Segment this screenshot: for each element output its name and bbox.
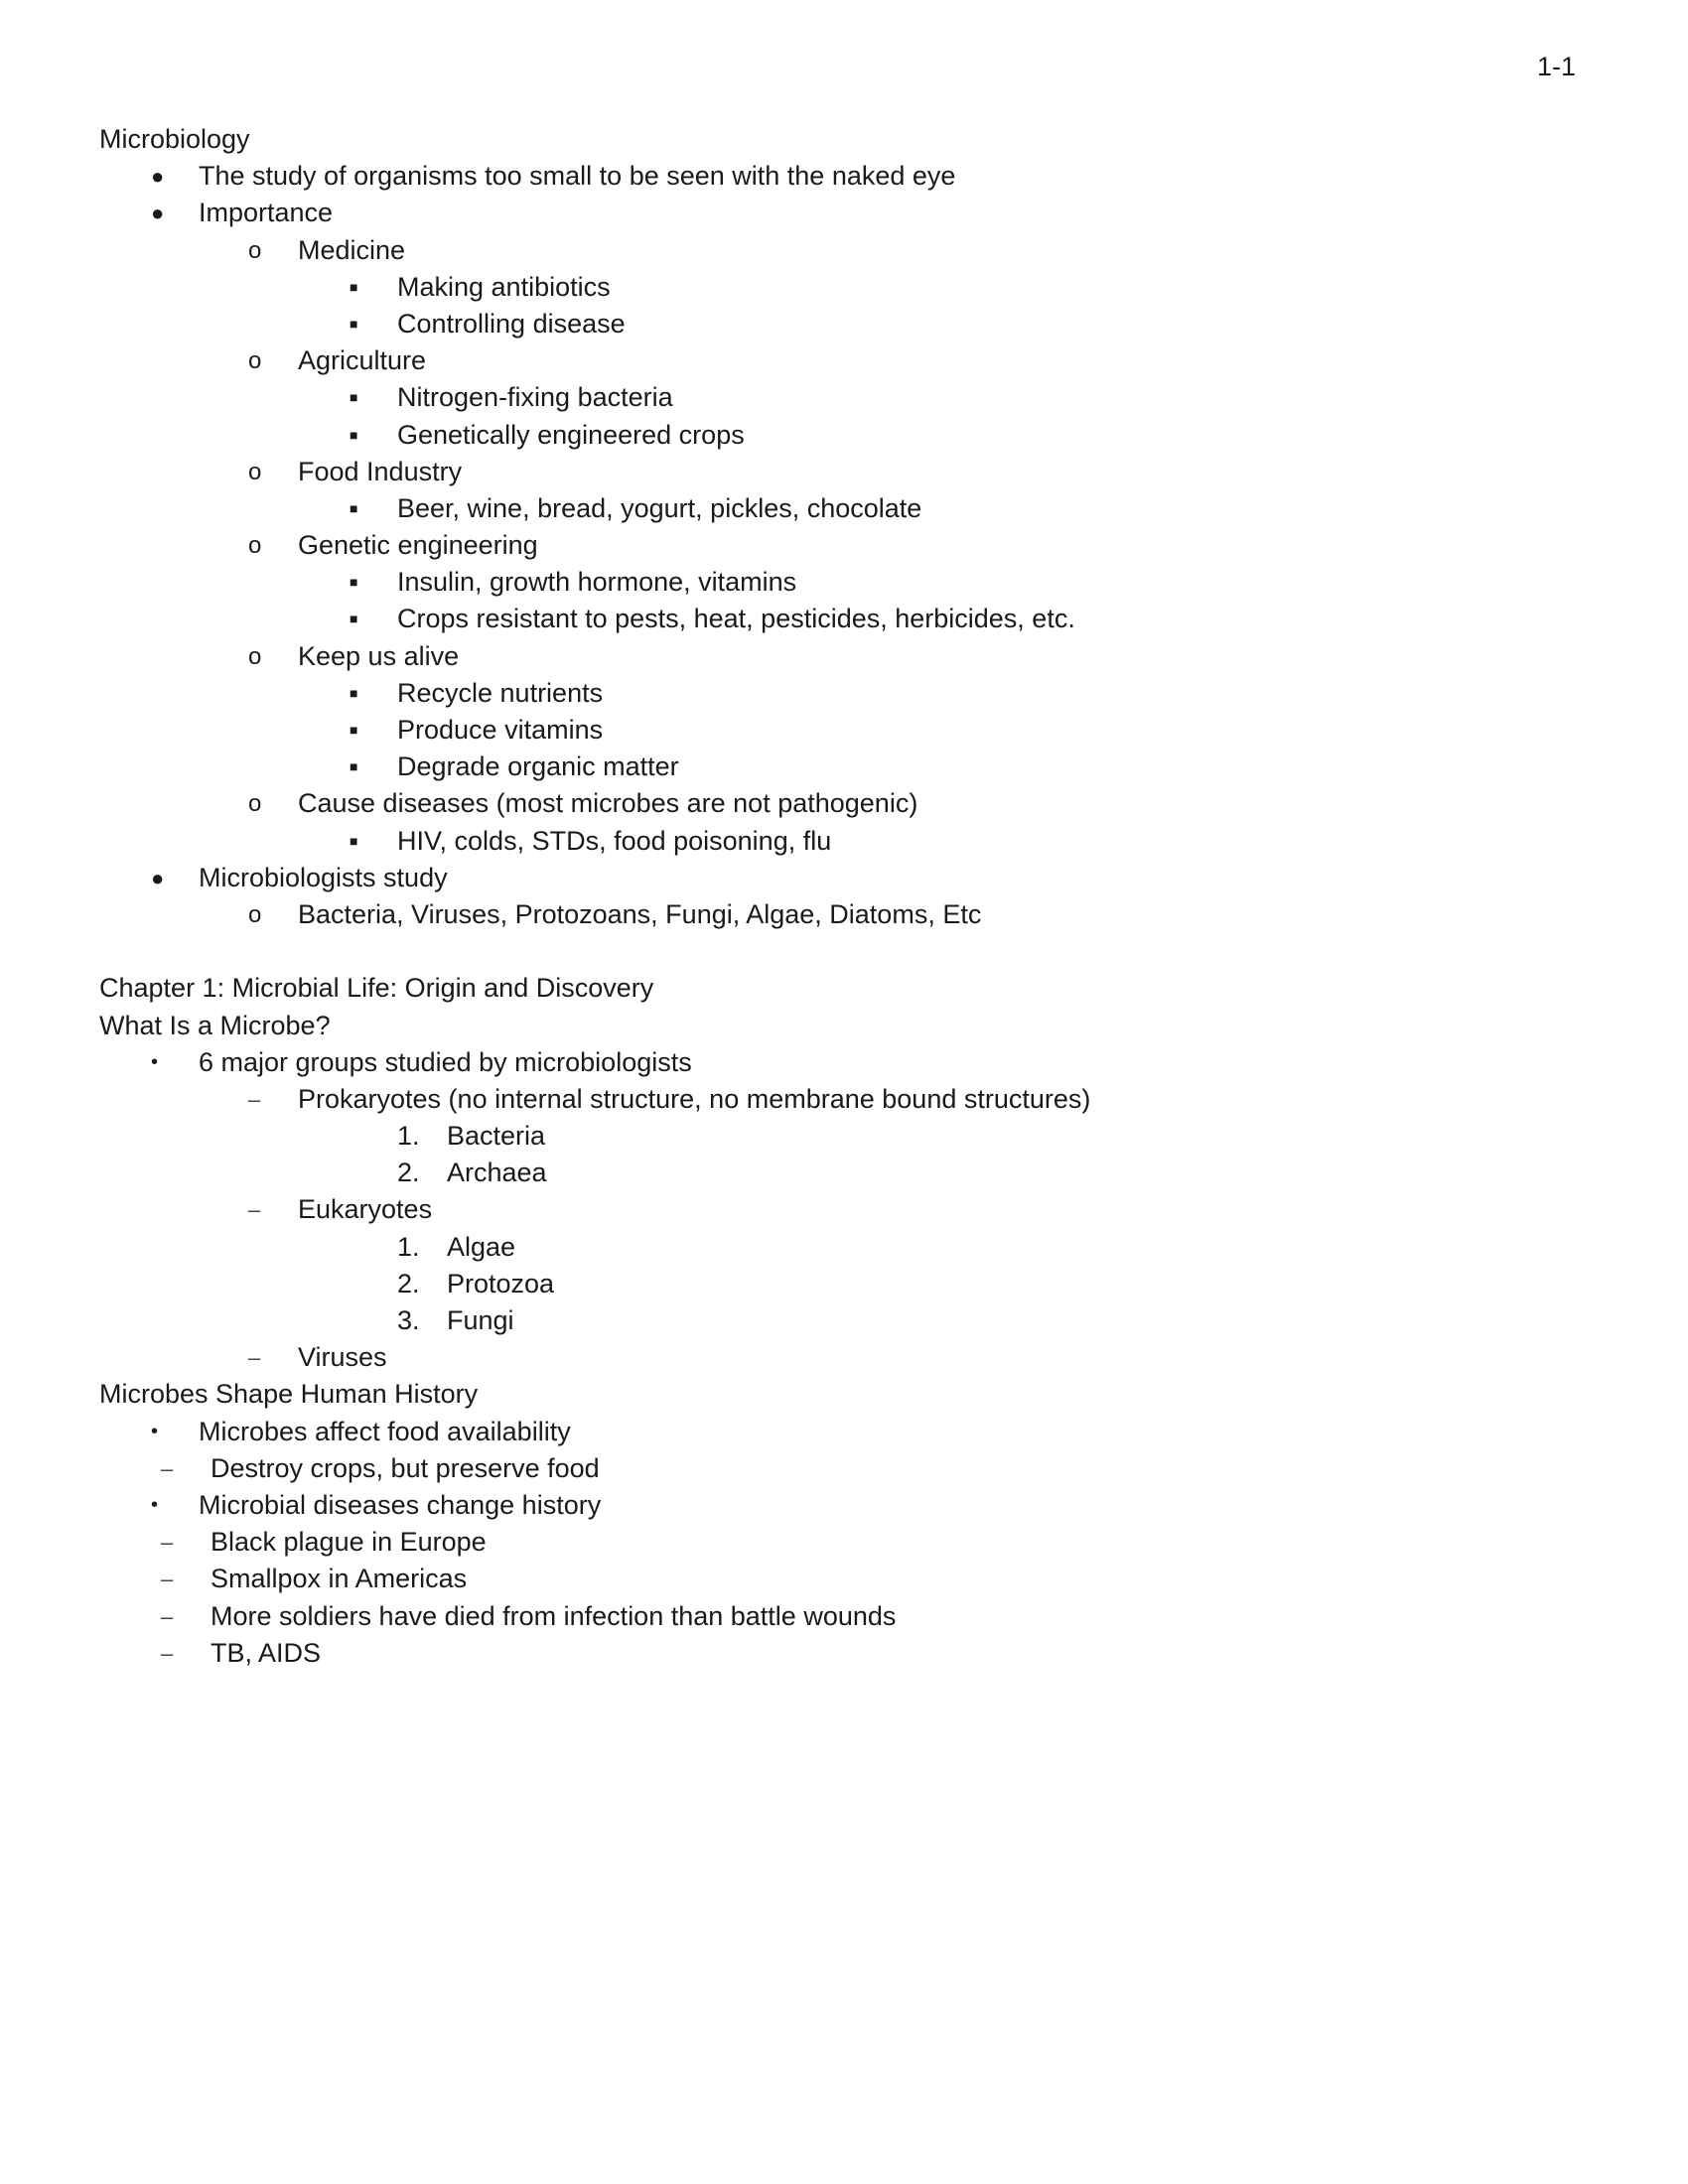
outline-text: The study of organisms too small to be seen with the naked eye (199, 161, 956, 192)
outline-text: Beer, wine, bread, yogurt, pickles, chocolate (397, 492, 922, 523)
outline-heading (99, 1376, 1589, 1413)
outline-text: Importance (199, 198, 334, 228)
list-marker: – (248, 1086, 261, 1112)
list-marker: ■ (350, 426, 358, 443)
outline-text: Nitrogen-fixing bacteria (397, 382, 673, 413)
list-marker: 2. (397, 1158, 420, 1188)
outline-text: Bacteria (447, 1121, 546, 1152)
list-marker: ■ (350, 684, 358, 701)
list-marker: ■ (350, 574, 358, 591)
outline-text: Microbes Shape Human History (99, 1379, 479, 1410)
outline-text: Insulin, growth hormone, vitamins (397, 567, 797, 598)
outline-item (99, 860, 1589, 896)
outline-item (99, 564, 1589, 601)
outline-item (99, 1266, 1589, 1302)
outline-text: Keep us alive (298, 640, 460, 671)
outline-item (99, 712, 1589, 749)
list-marker: o (248, 642, 262, 670)
outline-text: Destroy crops, but preserve food (211, 1452, 600, 1483)
outline-text: More soldiers have died from infection than battle wounds (211, 1600, 897, 1631)
list-marker: – (161, 1530, 174, 1556)
outline-text: Microbiology (99, 124, 250, 154)
outline-text: Recycle nutrients (397, 677, 604, 708)
list-marker: ■ (350, 758, 358, 775)
outline-heading (99, 970, 1589, 1007)
list-marker: – (161, 1603, 174, 1629)
page-number: 1-1 (1537, 52, 1577, 81)
outline-text: Prokaryotes (no internal structure, no membrane bound structures) (298, 1083, 1091, 1114)
outline-text: Smallpox in Americas (211, 1564, 468, 1594)
outline-text: Microbial diseases change history (199, 1489, 602, 1520)
outline-item (99, 1191, 1589, 1228)
outline-item (99, 306, 1589, 342)
outline-section (99, 970, 1589, 1672)
outline-item (99, 195, 1589, 231)
outline-item (99, 601, 1589, 637)
outline-item (99, 417, 1589, 454)
list-marker: • (151, 1493, 159, 1516)
outline-item (99, 785, 1589, 822)
outline-item (99, 896, 1589, 933)
list-marker: ■ (350, 499, 358, 516)
outline-item (99, 1414, 1589, 1450)
list-marker: 2. (397, 1268, 420, 1298)
list-marker: o (248, 236, 262, 264)
outline-item (99, 1598, 1589, 1635)
outline-text: What Is a Microbe? (99, 1010, 331, 1040)
outline-text: Archaea (447, 1158, 547, 1188)
list-marker: 3. (397, 1305, 420, 1335)
outline-item (99, 1044, 1589, 1081)
list-marker: ● (151, 865, 165, 890)
outline-item (99, 527, 1589, 564)
list-marker: o (248, 790, 262, 818)
outline-item (99, 1229, 1589, 1266)
outline-text: Chapter 1: Microbial Life: Origin and Discovery (99, 973, 654, 1004)
list-marker: o (248, 347, 262, 375)
list-marker: o (248, 532, 262, 560)
outline-text: Controlling disease (397, 308, 626, 339)
outline-heading (99, 121, 1589, 158)
outline-text: HIV, colds, STDs, food poisoning, flu (397, 825, 832, 856)
outline-item (99, 1155, 1589, 1191)
outline-item (99, 1081, 1589, 1118)
outline-text: Agriculture (298, 345, 427, 376)
outline-text: TB, AIDS (211, 1637, 322, 1668)
list-marker: – (248, 1197, 261, 1223)
section-gap (99, 933, 1589, 970)
outline-text: Black plague in Europe (211, 1527, 487, 1558)
list-marker: o (248, 458, 262, 485)
outline-item (99, 1118, 1589, 1155)
document-body (99, 121, 1589, 1672)
outline-text: Viruses (298, 1342, 387, 1373)
list-marker: – (248, 1345, 261, 1371)
list-marker: – (161, 1567, 174, 1592)
outline-section (99, 121, 1589, 933)
outline-text: Fungi (447, 1305, 514, 1335)
outline-text: Algae (447, 1231, 516, 1262)
list-marker: 1. (397, 1121, 420, 1152)
outline-text: Food Industry (298, 456, 463, 486)
list-marker: • (151, 1050, 159, 1073)
outline-text: Bacteria, Viruses, Protozoans, Fungi, Algae, Diatoms, Etc (298, 898, 982, 929)
outline-text: Microbiologists study (199, 862, 448, 892)
outline-text: Degrade organic matter (397, 751, 679, 782)
outline-text: Produce vitamins (397, 715, 604, 745)
outline-text: 6 major groups studied by microbiologists (199, 1046, 692, 1077)
outline-text: Protozoa (447, 1268, 555, 1298)
outline-item (99, 1339, 1589, 1376)
outline-item (99, 158, 1589, 195)
list-marker: – (161, 1455, 174, 1481)
outline-heading (99, 1008, 1589, 1044)
list-marker: ■ (350, 278, 358, 295)
list-marker: – (161, 1640, 174, 1666)
outline-item (99, 1561, 1589, 1597)
outline-item (99, 490, 1589, 527)
outline-text: Cause diseases (most microbes are not pathogenic) (298, 788, 918, 819)
outline-text: Genetic engineering (298, 530, 538, 561)
outline-text: Eukaryotes (298, 1194, 433, 1225)
list-marker: ■ (350, 832, 358, 849)
outline-item (99, 1635, 1589, 1672)
outline-item (99, 454, 1589, 490)
list-marker: 1. (397, 1231, 420, 1262)
outline-item (99, 823, 1589, 860)
outline-item (99, 1524, 1589, 1561)
outline-item (99, 1302, 1589, 1339)
list-marker: ■ (350, 389, 358, 406)
list-marker: • (151, 1420, 159, 1442)
list-marker: ● (151, 164, 165, 190)
outline-item (99, 269, 1589, 306)
list-marker: ● (151, 201, 165, 226)
outline-item (99, 638, 1589, 675)
outline-text: Microbes affect food availability (199, 1416, 571, 1446)
list-marker: ■ (350, 315, 358, 332)
outline-text: Genetically engineered crops (397, 419, 745, 450)
outline-text: Making antibiotics (397, 271, 611, 302)
outline-item (99, 342, 1589, 379)
outline-item (99, 232, 1589, 269)
outline-item (99, 379, 1589, 416)
outline-text: Crops resistant to pests, heat, pesticides, herbicides, etc. (397, 604, 1075, 634)
list-marker: o (248, 900, 262, 928)
outline-item (99, 1487, 1589, 1524)
outline-item (99, 749, 1589, 785)
outline-item (99, 1450, 1589, 1487)
outline-item (99, 675, 1589, 712)
list-marker: ■ (350, 722, 358, 738)
outline-text: Medicine (298, 234, 406, 265)
list-marker: ■ (350, 611, 358, 627)
